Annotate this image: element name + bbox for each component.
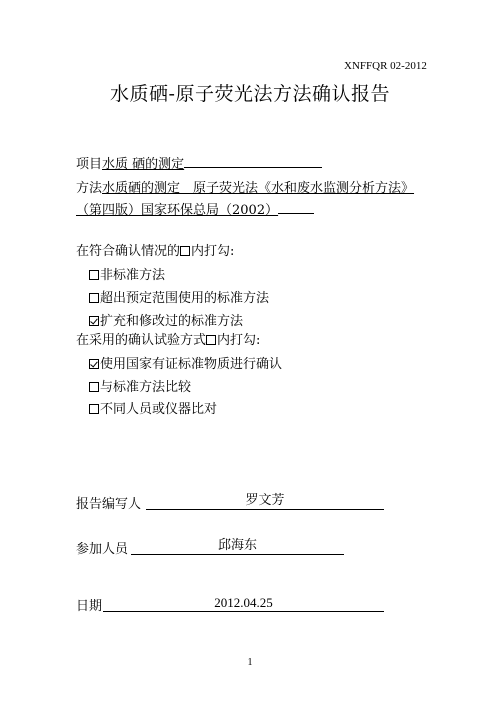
checkbox-icon xyxy=(206,335,216,345)
checkbox-icon xyxy=(180,246,190,256)
confirm-prompt xyxy=(76,240,234,259)
author-label: 报告编写人 xyxy=(76,497,142,512)
checkbox-non-standard[interactable] xyxy=(89,270,99,280)
method-blank-line xyxy=(278,199,314,214)
test-option-2 xyxy=(89,376,191,395)
method-value-1: 水质硒的测定 原子荧光法《水和废水监测分析方法》 xyxy=(102,181,415,196)
participants-value: 邱海东 xyxy=(217,538,257,553)
test-prompt-text: 在采用的确认试验方式 xyxy=(76,333,207,348)
confirm-option-1 xyxy=(89,264,165,283)
confirm-prompt-suffix: 内打勾: xyxy=(191,244,235,259)
checkbox-modified-standard[interactable] xyxy=(89,316,99,326)
checkbox-certified-reference[interactable] xyxy=(89,359,99,369)
date-field[interactable] xyxy=(103,595,384,612)
method-value-2: （第四版）国家环保总局（2002） xyxy=(76,203,279,218)
report-title: 水质硒-原子荧光法方法确认报告 xyxy=(110,83,390,105)
confirm-option-3 xyxy=(89,310,243,329)
test-option-3 xyxy=(89,398,217,417)
confirm-option-2 xyxy=(89,287,269,306)
checkbox-compare-standard[interactable] xyxy=(89,382,99,392)
method-line-2 xyxy=(76,199,314,218)
date-value: 2012.04.25 xyxy=(214,595,273,610)
option-label: 不同人员或仪器比对 xyxy=(100,402,218,417)
project-line xyxy=(76,153,322,172)
participants-label: 参加人员 xyxy=(76,542,129,557)
option-label: 与标准方法比较 xyxy=(100,380,192,395)
method-label: 方法 xyxy=(76,181,103,196)
confirm-prompt-text: 在符合确认情况的 xyxy=(76,244,181,259)
project-blank-line xyxy=(184,153,322,168)
document-number: XNFFQR 02-2012 xyxy=(344,60,427,72)
option-label: 使用国家有证标准物质进行确认 xyxy=(100,357,283,372)
method-line-1 xyxy=(76,177,414,196)
checkbox-out-of-scope[interactable] xyxy=(89,293,99,303)
test-prompt-suffix: 内打勾: xyxy=(217,333,261,348)
page-number: 1 xyxy=(247,657,253,668)
checkbox-personnel-instrument[interactable] xyxy=(89,404,99,414)
option-label: 超出预定范围使用的标准方法 xyxy=(100,291,270,306)
test-option-1 xyxy=(89,353,282,372)
option-label: 非标准方法 xyxy=(100,268,166,283)
project-label: 项目 xyxy=(76,157,103,172)
test-prompt xyxy=(76,329,260,348)
participants-field[interactable] xyxy=(131,538,344,555)
author-value: 罗文芳 xyxy=(245,493,285,508)
date-label: 日期 xyxy=(76,599,103,614)
author-field[interactable] xyxy=(146,493,384,510)
option-label: 扩充和修改过的标准方法 xyxy=(100,314,244,329)
project-value: 水质 硒的测定 xyxy=(102,157,185,172)
